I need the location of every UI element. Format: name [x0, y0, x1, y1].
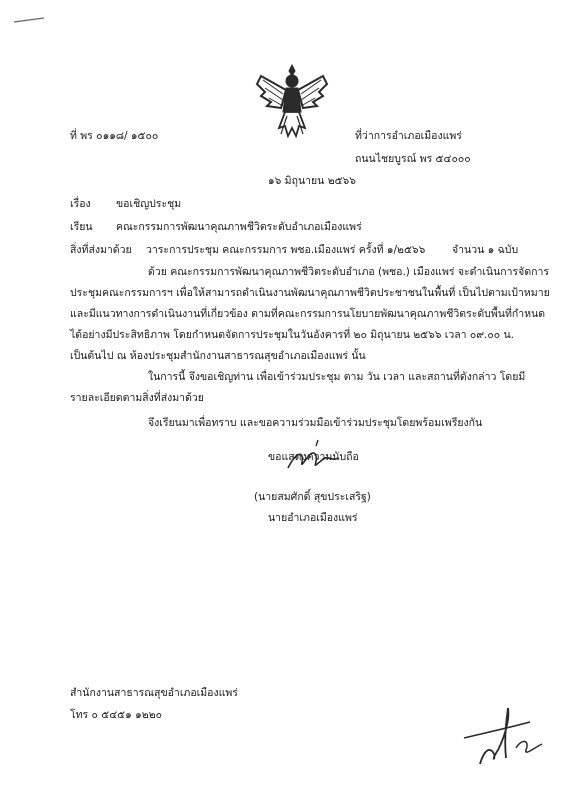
enclosure-label: สิ่งที่ส่งมาด้วย	[70, 244, 132, 256]
enclosure-text: วาระการประชุม คณะกรรมการ พชอ.เมืองแพร่ ครั้งที่ ๑/๒๕๖๖	[146, 244, 426, 256]
paragraph-line: ได้อย่างมีประสิทธิภาพ โดยกำหนดจัดการประชุมในวันอังคารที่ ๒๐ มิถุนายน ๒๕๖๖ เวลา ๐๙.๐๐ น.	[70, 329, 515, 341]
office-name: ที่ว่าการอำเภอเมืองแพร่	[355, 130, 462, 142]
enclosure-count: จำนวน ๑ ฉบับ	[452, 244, 519, 256]
paragraph-line: เป็นต้นไป ณ ห้องประชุมสำนักงานสาธารณสุขอำเภอเมืองแพร่ นั้น	[70, 350, 366, 362]
garuda-emblem-icon	[255, 62, 329, 142]
paragraph-line: ในการนี้ จึงขอเชิญท่าน เพื่อเข้าร่วมประชุม ตาม วัน เวลา และสถานที่ดังกล่าว โดยมี	[148, 371, 526, 383]
body-paragraph-3: จึงเรียนมาเพื่อทราบ และขอความร่วมมือเข้าร่วมประชุมโดยพร้อมเพรียงกัน	[148, 417, 483, 429]
paragraph-line: รายละเอียดตามสิ่งที่ส่งมาด้วย	[70, 392, 204, 404]
subject-text: ขอเชิญประชุม	[116, 198, 182, 210]
paragraph-line: ประชุมคณะกรรมการฯ เพื่อให้สามารถดำเนินงานพัฒนาคุณภาพชีวิตประชาชนในพื้นที่ เป็นไปตามเป้าหมาย	[70, 287, 550, 299]
recipient-text: คณะกรรมการพัฒนาคุณภาพชีวิตระดับอำเภอเมืองแพร่	[116, 221, 362, 233]
body-paragraph-1	[70, 262, 550, 367]
footer-office: สำนักงานสาธารณสุขอำเภอเมืองแพร่	[70, 687, 238, 699]
signer-name: (นายสมศักดิ์ สุขประเสริฐ)	[254, 491, 371, 503]
body-paragraph-2	[70, 367, 550, 409]
subject-label: เรื่อง	[70, 198, 91, 210]
closing-phrase: ขอแสดงความนับถือ	[268, 451, 359, 463]
handwritten-signature-icon	[282, 432, 352, 482]
initials-signature-icon	[460, 700, 560, 770]
recipient-label: เรียน	[70, 221, 93, 233]
footer-phone: โทร ๐ ๕๔๕๑ ๑๒๒๐	[70, 709, 163, 721]
document-number: ที่ พร ๐๑๑๘/ ๑๕๐๐	[70, 130, 159, 142]
office-address: ถนนไชยบูรณ์ พร ๕๔๐๐๐	[355, 153, 471, 165]
paragraph-line: และมีแนวทางการดำเนินงานที่เกี่ยวข้อง ตามที่คณะกรรมการนโยบายพัฒนาคุณภาพชีวิตระดับพื้นที่กำหนด	[70, 308, 546, 320]
signer-position: นายอำเภอเมืองแพร่	[268, 512, 358, 524]
document-date: ๑๖ มิถุนายน ๒๕๖๖	[268, 175, 356, 187]
paragraph-line: ด้วย คณะกรรมการพัฒนาคุณภาพชีวิตระดับอำเภอ (พชอ.) เมืองแพร่ จะดำเนินการจัดการ	[148, 266, 550, 278]
